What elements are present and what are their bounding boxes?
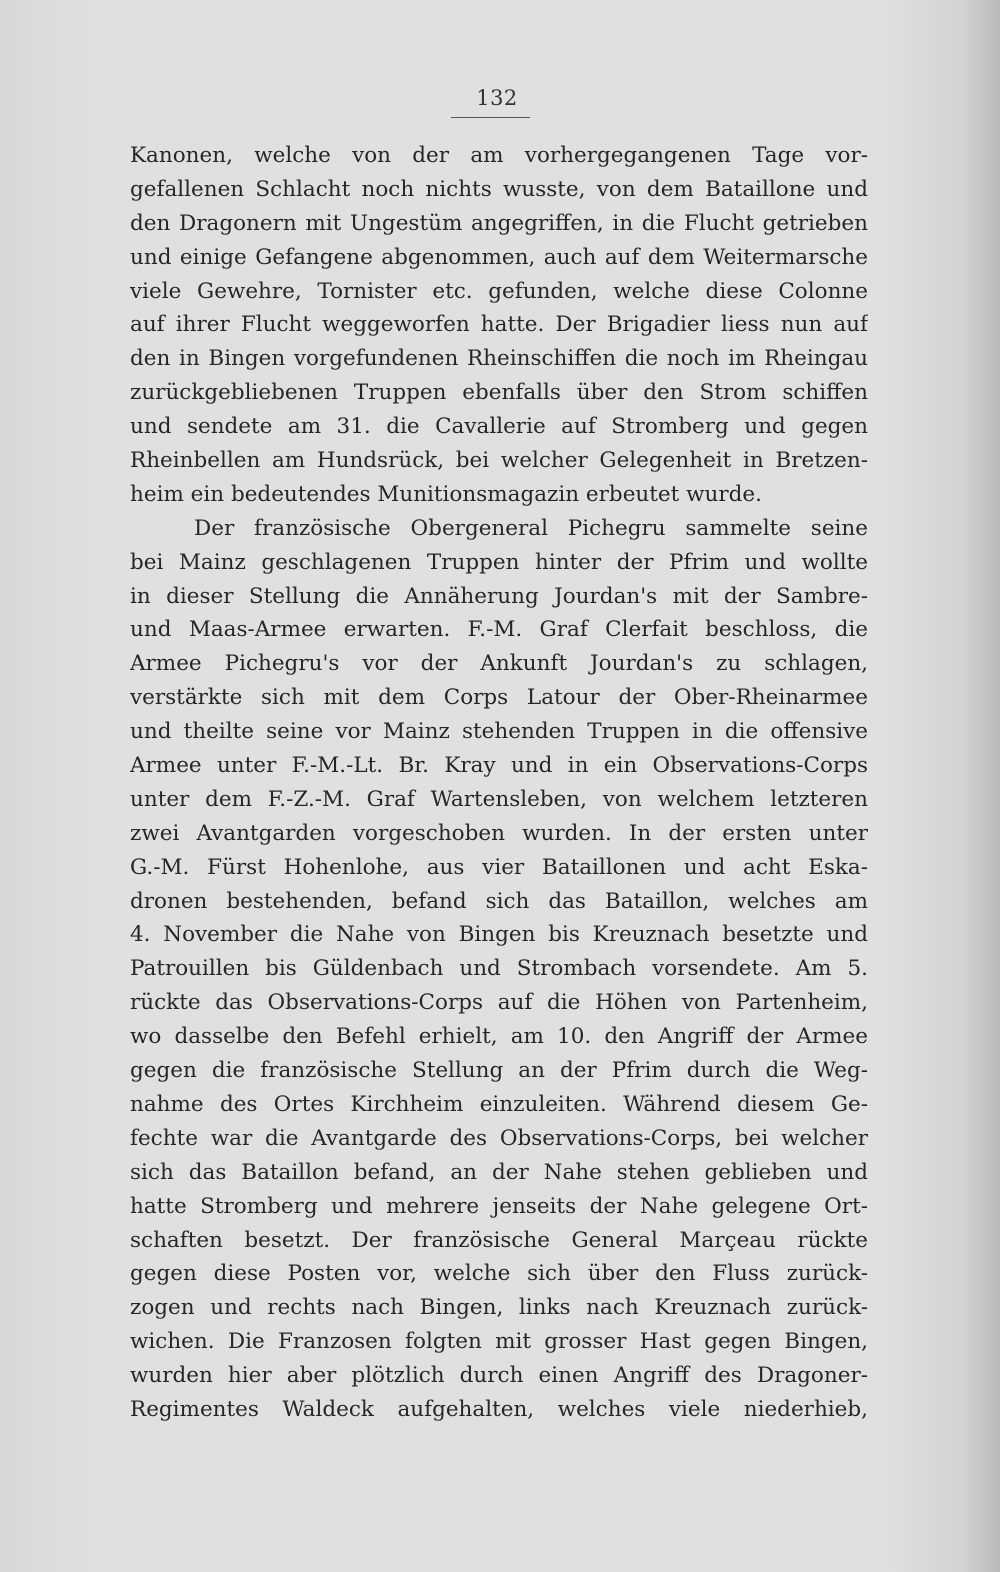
- text-line: sich das Bataillon befand, an der Nahe stehen geblieben und: [130, 1159, 868, 1185]
- text-line: Rheinbellen am Hundsrück, bei welcher Gelegenheit in Bretzen-: [130, 448, 868, 474]
- text-line: gegen diese Posten vor, welche sich über den Fluss zurück-: [130, 1261, 868, 1287]
- text-line: in dieser Stellung die Annäherung Jourdan's mit der Sambre-: [130, 583, 868, 609]
- text-line: wo dasselbe den Befehl erhielt, am 10. den Angriff der Armee: [130, 1024, 868, 1050]
- text-line: dronen bestehenden, befand sich das Bataillon, welches am: [130, 888, 868, 914]
- text-line: auf ihrer Flucht weggeworfen hatte. Der Brigadier liess nun auf: [130, 312, 868, 338]
- text-line: Kanonen, welche von der am vorhergegangenen Tage vor-: [130, 143, 868, 168]
- text-line: gegen die französische Stellung an der Pfrim durch die Weg-: [130, 1058, 868, 1084]
- text-line: Regimentes Waldeck aufgehalten, welches viele niederhieb,: [130, 1396, 868, 1422]
- text-line: gefallenen Schlacht noch nichts wusste, von dem Bataillone und: [130, 176, 868, 202]
- text-line: hatte Stromberg und mehrere jenseits der Nahe gelegene Ort-: [130, 1193, 868, 1219]
- text-line: Patrouillen bis Güldenbach und Strombach vorsendete. Am 5.: [130, 956, 868, 982]
- paragraph-start-line: Der französische Obergeneral Pichegru sammelte seine: [194, 515, 868, 541]
- text-line: zwei Avantgarden vorgeschoben wurden. In der ersten unter: [130, 820, 868, 846]
- text-line: Armee unter F.-M.-Lt. Br. Kray und in ein Observations-Corps: [130, 753, 868, 779]
- text-line: verstärkte sich mit dem Corps Latour der Ober-Rheinarmee: [130, 685, 868, 711]
- text-line: bei Mainz geschlagenen Truppen hinter der Pfrim und wollte: [130, 549, 868, 575]
- text-line: und sendete am 31. die Cavallerie auf Stromberg und gegen: [130, 414, 868, 440]
- text-line: fechte war die Avantgarde des Observations-Corps, bei welcher: [130, 1125, 868, 1151]
- page-number-rule: [451, 117, 530, 118]
- text-line: G.-M. Fürst Hohenlohe, aus vier Bataillonen und acht Eska-: [130, 854, 868, 880]
- text-line: schaften besetzt. Der französische General Marçeau rückte: [130, 1227, 868, 1253]
- text-line: den Dragonern mit Ungestüm angegriffen, in die Flucht getrieben: [130, 210, 868, 236]
- page-number: 132: [476, 86, 518, 110]
- text-line: wichen. Die Franzosen folgten mit grosser Hast gegen Bingen,: [130, 1329, 868, 1355]
- text-line: viele Gewehre, Tornister etc. gefunden, welche diese Colonne: [130, 278, 868, 304]
- text-line: und einige Gefangene abgenommen, auch auf dem Weitermarsche: [130, 244, 868, 270]
- text-line: nahme des Ortes Kirchheim einzuleiten. Während diesem Ge-: [130, 1091, 868, 1117]
- text-line: den in Bingen vorgefundenen Rheinschiffen die noch im Rheingau: [130, 346, 868, 372]
- text-line: 4. November die Nahe von Bingen bis Kreuznach besetzte und: [130, 922, 868, 948]
- body-text: [130, 139, 868, 1427]
- text-line: wurden hier aber plötzlich durch einen Angriff des Dragoner-: [130, 1363, 868, 1389]
- text-line: und theilte seine vor Mainz stehenden Truppen in die offensive: [130, 719, 868, 745]
- text-line: rückte das Observations-Corps auf die Höhen von Partenheim,: [130, 990, 868, 1016]
- text-line: unter dem F.-Z.-M. Graf Wartensleben, von welchem letzteren: [130, 786, 868, 812]
- text-line: und Maas-Armee erwarten. F.-M. Graf Clerfait beschloss, die: [130, 617, 868, 643]
- text-line: Armee Pichegru's vor der Ankunft Jourdan's zu schlagen,: [130, 651, 868, 677]
- text-line: zogen und rechts nach Bingen, links nach Kreuznach zurück-: [130, 1295, 868, 1321]
- text-line: zurückgebliebenen Truppen ebenfalls über den Strom schiffen: [130, 380, 868, 406]
- paragraph-end-line: heim ein bedeutendes Munitionsmagazin erbeutet wurde.: [130, 481, 762, 507]
